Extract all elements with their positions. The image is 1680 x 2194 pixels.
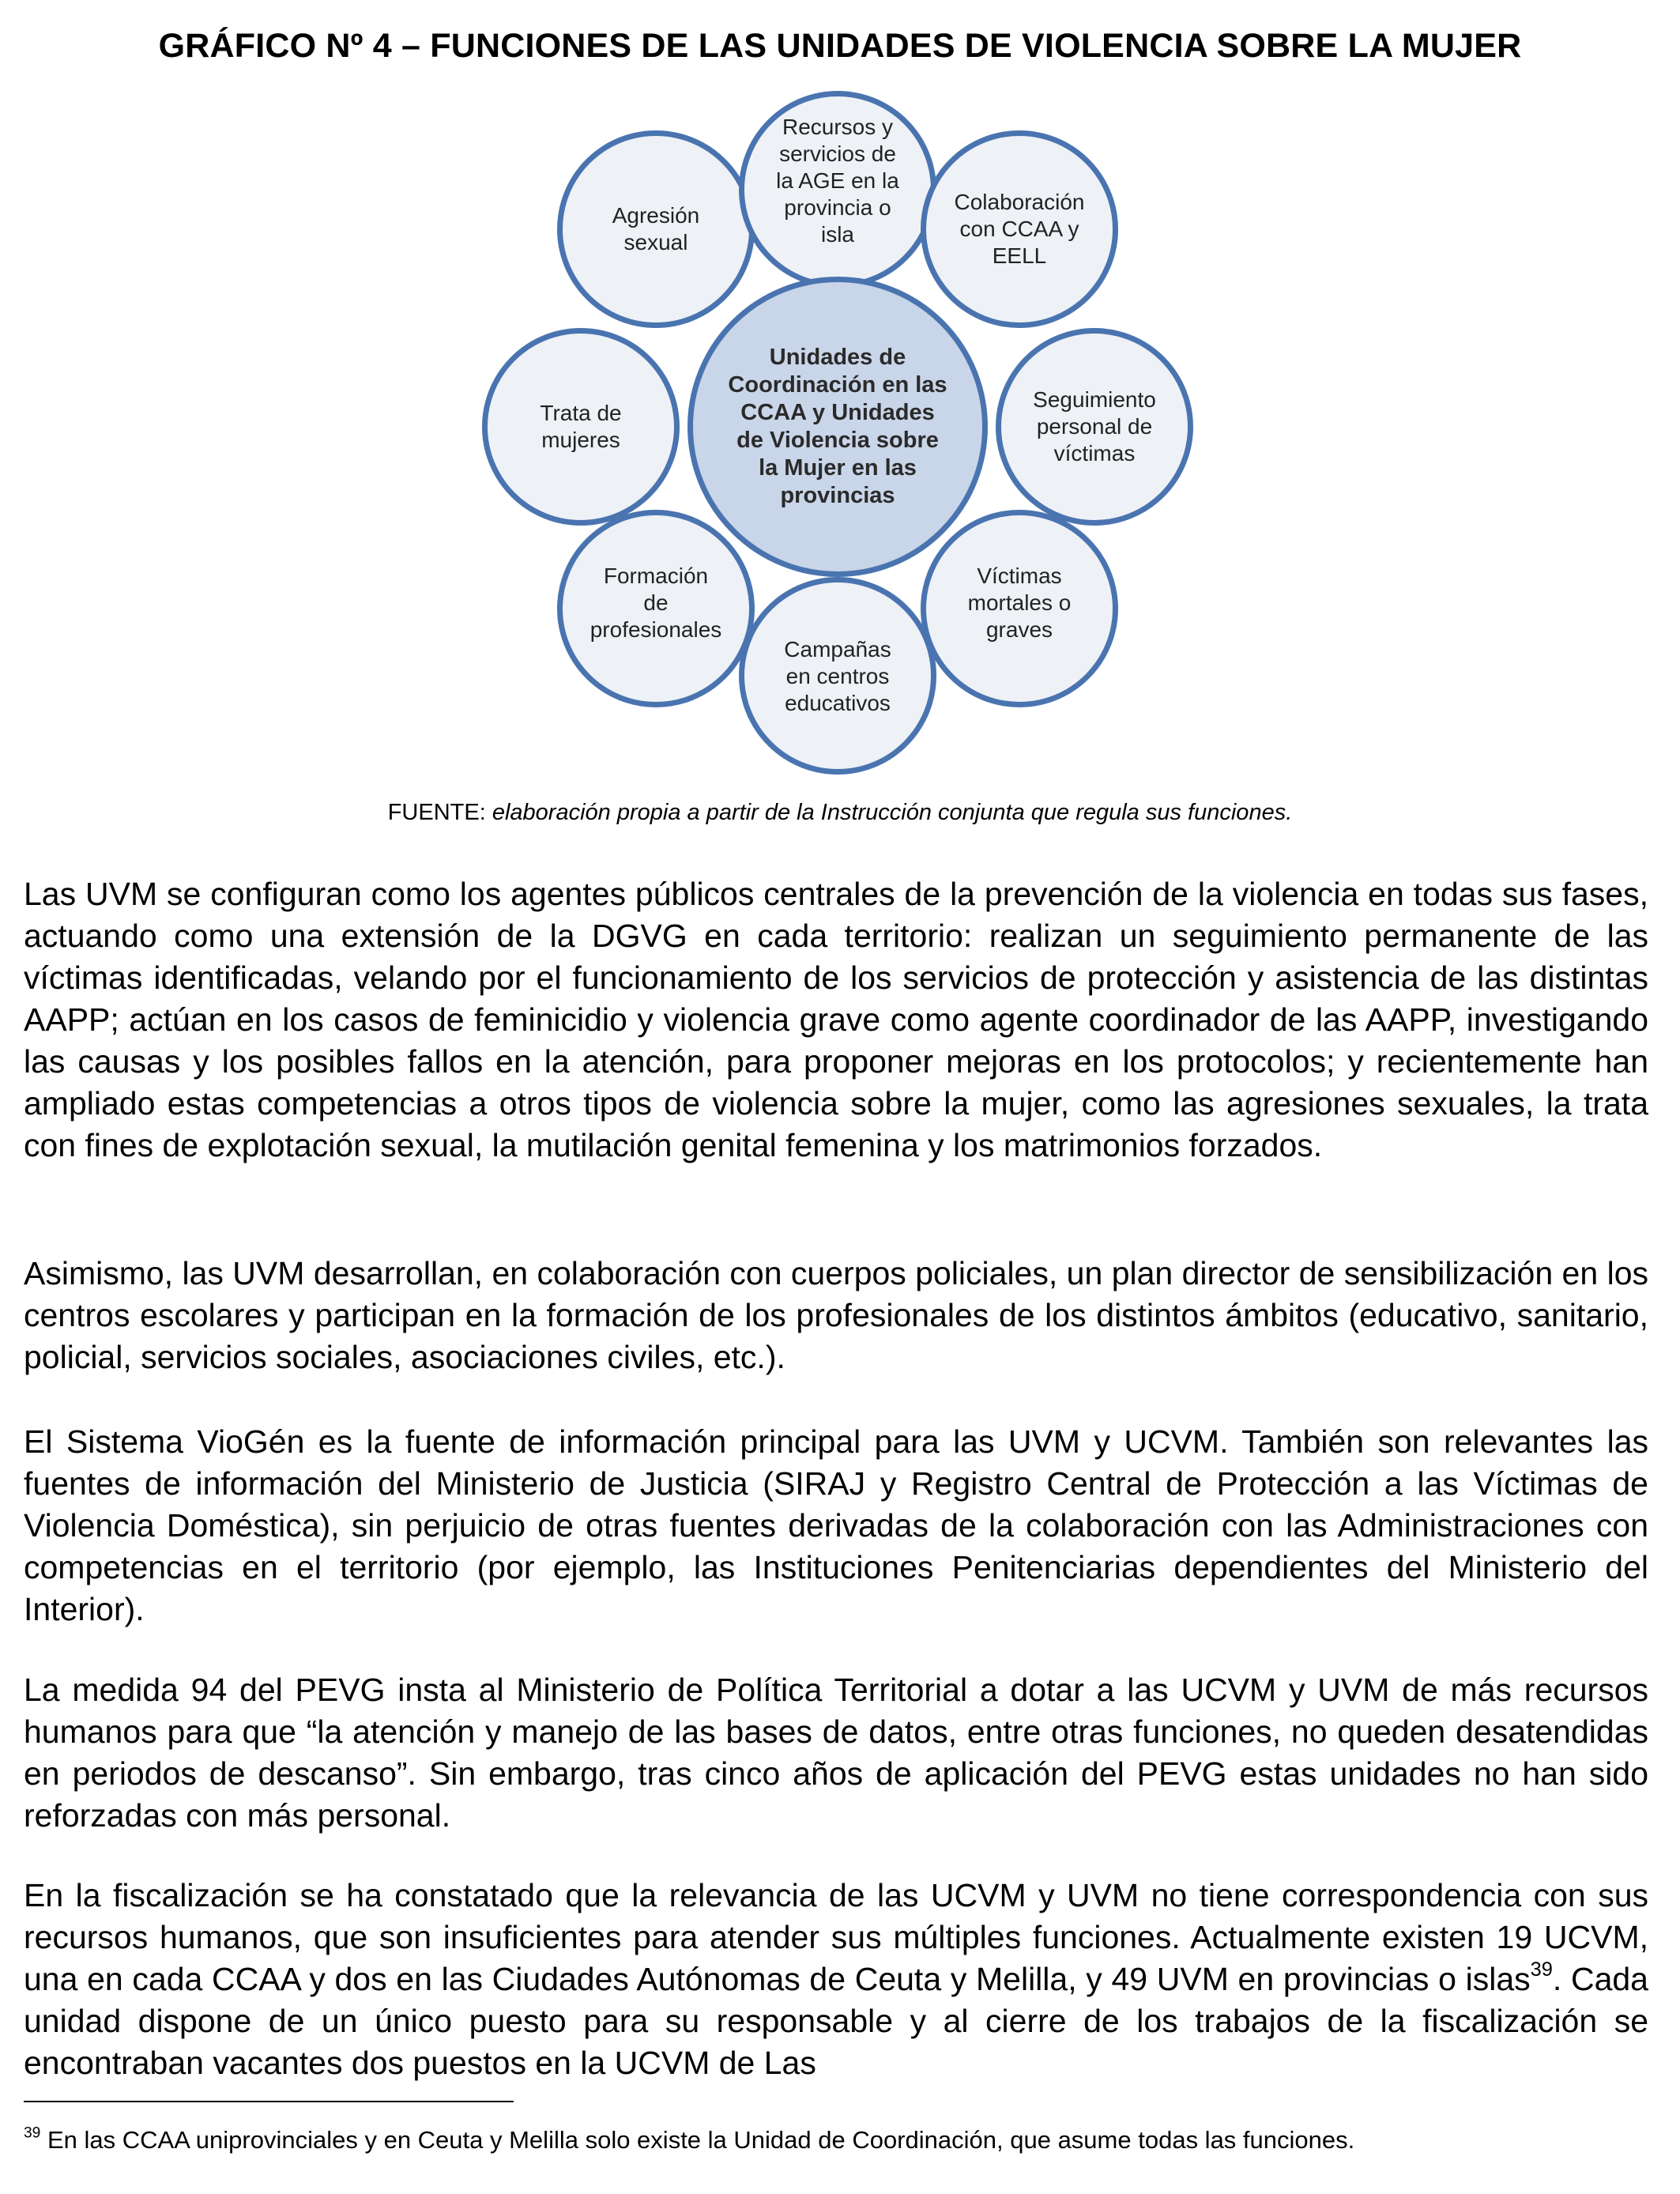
source-label: FUENTE: bbox=[387, 800, 486, 825]
footnote-reference[interactable]: 39 bbox=[1530, 1958, 1553, 1981]
node-recursos-age bbox=[739, 91, 936, 288]
node-seguimiento bbox=[996, 328, 1193, 526]
node-label: Trata de mujeres bbox=[540, 401, 622, 452]
center-node bbox=[687, 277, 988, 577]
paragraph-3-text: El Sistema VioGén es la fuente de información principal para las UVM y UCVM. También son relevantes las fuentes de información del Ministerio de Justicia (SIRAJ y Registro Central de Protección a las Víctimas de Violencia Doméstica), sin perjuicio de otras fuentes derivadas de la colaboración con las Administraciones con competencias en el territorio (por ejemplo, las Instituciones Penitenciarias dependientes del Ministerio del Interior). bbox=[24, 1423, 1648, 1627]
footnote-text: En las CCAA uniprovinciales y en Ceuta y Melilla solo existe la Unidad de Coordinación, que asume todas las funciones. bbox=[40, 2126, 1355, 2154]
node-label: Formación de profesionales bbox=[590, 564, 722, 642]
paragraph-2: Asimismo, las UVM desarrollan, en colaboración con cuerpos policiales, un plan director de sensibilización en los centros escolares y participan en la formación de los profesionales de los distintos ámbitos (educativo, sanitario, policial, servicios sociales, asociaciones civiles, etc.). bbox=[24, 1255, 1648, 1375]
paragraph-3 bbox=[24, 1421, 1648, 1630]
node-colaboracion bbox=[921, 130, 1118, 328]
source-text: elaboración propia a partir de la Instrucción conjunta que regula sus funciones. bbox=[492, 800, 1293, 825]
node-victimas bbox=[921, 510, 1118, 707]
paragraph-4-quote: “la atención y manejo de las bases de datos, entre otras funciones, no queden desatendidas en periodos de descanso” bbox=[24, 1713, 1649, 1792]
node-label: Seguimiento personal de víctimas bbox=[1033, 387, 1156, 466]
paragraph-5-text: En la fiscalización se ha constatado que la relevancia de las UCVM y UVM no tiene correspondencia con sus recursos humanos, que son insuficientes para atender sus múltiples funciones. Actualmente existen 19 UCVM, una en cada CCAA y dos en las Ciudades Autónomas de Ceuta y Melilla, y 49 UVM en provincias o islas bbox=[24, 1877, 1648, 1997]
paragraph-4-text: La medida 94 del PEVG insta al Ministerio de Política Territorial a dotar a las UCVM y UVM de más recursos humanos para que bbox=[24, 1672, 1648, 1750]
functions-diagram bbox=[458, 91, 1217, 786]
figure-title: GRÁFICO Nº 4 – FUNCIONES DE LAS UNIDADES DE VIOLENCIA SOBRE LA MUJER bbox=[158, 27, 1522, 65]
node-label: Recursos y servicios de la AGE en la provincia o isla bbox=[776, 115, 899, 247]
paragraph-4 bbox=[24, 1669, 1648, 1837]
footnote-number: 39 bbox=[24, 2124, 41, 2142]
node-formacion bbox=[557, 510, 755, 707]
figure-source bbox=[0, 800, 1680, 826]
node-agresion-sexual bbox=[557, 130, 755, 328]
paragraph-4-text-end: . Sin embargo, tras cinco años de aplicación del PEVG estas unidades no han sido reforzadas con más personal. bbox=[24, 1755, 1649, 1834]
footnote bbox=[24, 2124, 1659, 2156]
paragraph-1: Las UVM se configuran como los agentes públicos centrales de la prevención de la violencia en todas sus fases, actuando como una extensión de la DGVG en cada territorio: realizan un seguimiento permanente de las víctimas identificadas, velando por el funcionamiento de los servicios de protección y asistencia de las distintas AAPP; actúan en los casos de feminicidio y violencia grave como agente coordinador de las AAPP, investigando las causas y los posibles fallos en la atención, para proponer mejoras en los protocolos; y recientemente han ampliado estas competencias a otros tipos de violencia sobre la mujer, como las agresiones sexuales, la trata con fines de explotación sexual, la mutilación genital femenina y los matrimonios forzados. bbox=[24, 876, 1648, 1163]
node-label: Víctimas mortales o graves bbox=[967, 564, 1072, 642]
node-label: Agresión sexual bbox=[612, 203, 700, 254]
node-label: Campañas en centros educativos bbox=[784, 637, 891, 715]
center-label: Unidades de Coordinación en las CCAA y Unidades de Violencia sobre la Mujer en las provincias bbox=[728, 345, 947, 508]
footnote-divider bbox=[24, 2101, 514, 2102]
node-trata bbox=[482, 328, 680, 526]
paragraph-5-text-end: . Cada unidad dispone de un único puesto para su responsable y al cierre de los trabajos de la fiscalización se encontraban vacantes dos puestos en la UCVM de Las bbox=[24, 1961, 1648, 2081]
node-label: Colaboración con CCAA y EELL bbox=[954, 190, 1085, 268]
node-campanas bbox=[739, 577, 936, 775]
paragraph-5 bbox=[24, 1875, 1648, 2084]
